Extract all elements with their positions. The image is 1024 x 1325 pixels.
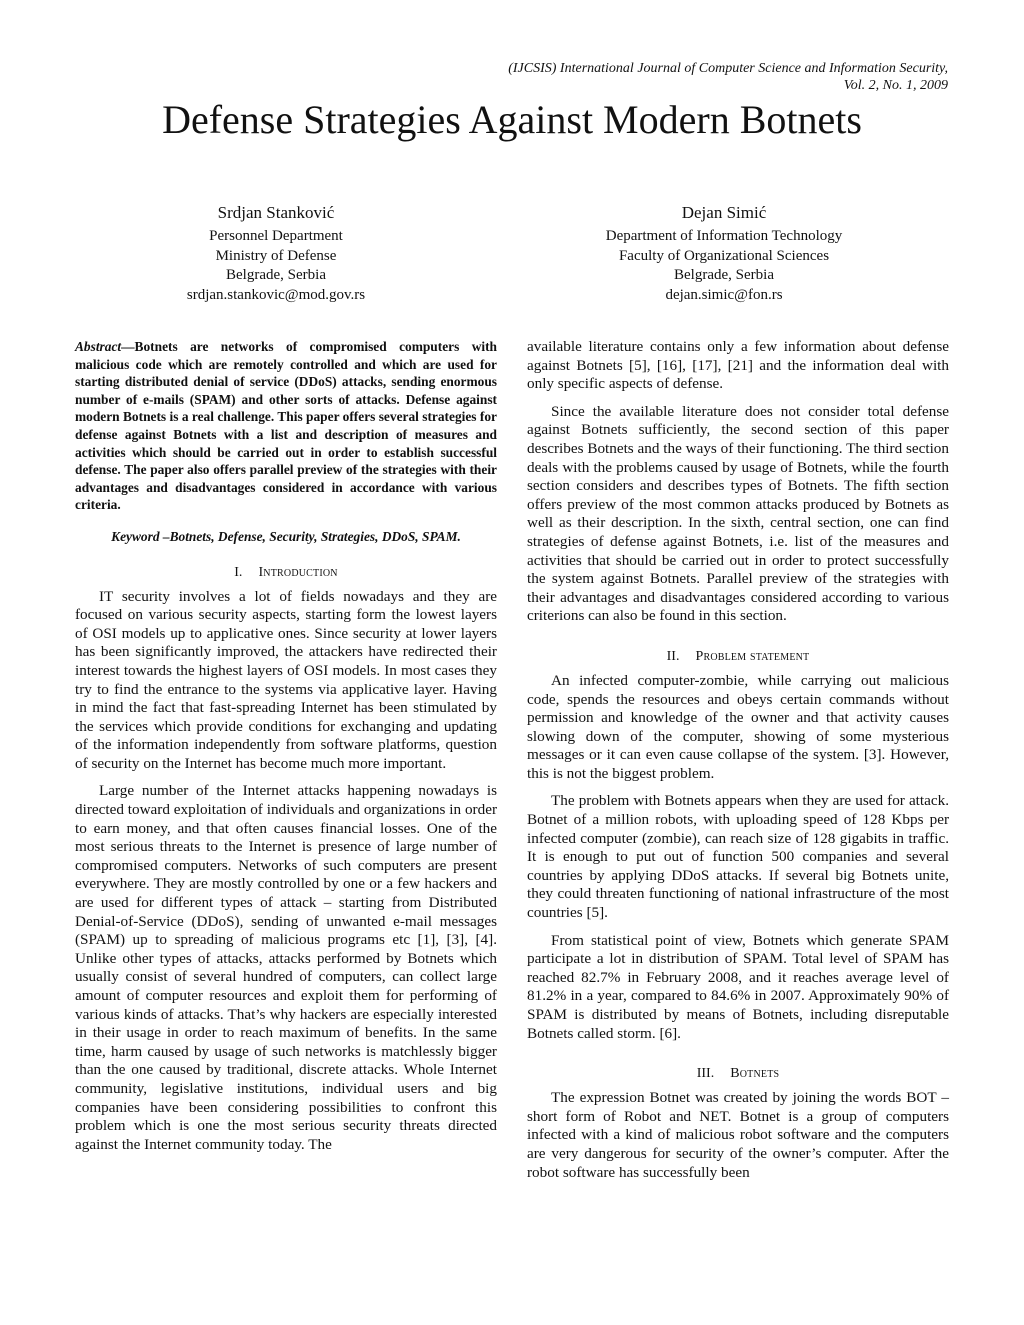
section-heading-botnets (527, 1065, 949, 1083)
keywords: Keyword –Botnets, Defense, Security, Strategies, DDoS, SPAM. (111, 528, 461, 544)
author-name: Srdjan Stanković (217, 203, 335, 222)
abstract (75, 338, 497, 514)
author-location: Belgrade, Serbia (674, 267, 774, 283)
abstract-text: Botnets are networks of compromised computers with malicious code which are remotely controlled and which are used for starting distributed denial of service (DDoS) attacks, sending enormous number of e-mails (SPAM) and other sorts of attacks. Defense against modern Botnets is a real challenge. This paper offers several strategies for defense against Botnets with a list and description of measures and activities which should be carried out in order to establish successful defense. The paper also offers parallel preview of the strategies with their advantages and disadvantages considered in accordance with various criteria. (75, 339, 497, 513)
paragraph: Since the available literature does not consider total defense against Botnets sufficiently, the second section of this paper describes Botnets and the ways of their functioning. The third section deals with the problems caused by usage of Botnets, while the fourth section considers and describes types of Botnets. The fifth section offers preview of the most common attacks produced by Botnets as well as their description. In the sixth, central section, one can find strategies of defense against Botnets, i.e. list of the measures and activities that should be carried out in order to protect successfully the system against Botnets. Parallel preview of the strategies with their advantages and disadvantages considered according to various criterions can also be found in this section. (527, 402, 949, 625)
author-block-1 (96, 202, 456, 305)
left-column (75, 338, 497, 1163)
abstract-label: Abstract (75, 339, 122, 354)
paragraph: The problem with Botnets appears when they are used for attack. Botnet of a million robots, with uploading speed of 128 Kbps per infected computer (zombie), can reach size of 128 gigabits in traffic. It is enough to put out of function 500 companies and several countries by applying DDoS attacks. If several big Botnets unite, they could threaten functioning of national infrastructure of the most countries [5]. (527, 792, 949, 922)
paragraph: An infected computer-zombie, while carrying out malicious code, spends the resources and obeys certain commands without permission and knowledge of the owner and that activity causes slowing down of the computer, showing of some mysterious messages or it can even cause collapse of the system. [3]. However, this is not the biggest problem. (527, 671, 949, 782)
author-email: dejan.simic@fon.rs (665, 286, 783, 303)
right-column (527, 338, 949, 1191)
paragraph: From statistical point of view, Botnets which generate SPAM participate a lot in distribution of SPAM. Total level of SPAM has reached 82.7% in February 2008, and it reaches average level of 81.2% in a year, compared to 84.6% in 2007. Approximately 90% of SPAM is distributed by means of Botnets, including disreputable Botnets called storm. [6]. (527, 931, 949, 1042)
paragraph: Large number of the Internet attacks happening nowadays is directed toward exploitation of individuals and organizations in order to earn money, and that often causes financial losses. One of the most serious threats to the Internet is presence of large number of compromised computers. Networks of such computers are present everywhere. They are mostly controlled by one or a few hackers and are used for different types of attack – starting from Distributed Denial-of-Service (DDoS), sending of unwanted e-mail messages (SPAM) up to spreading of malicious programs etc [1], [3], [4]. Unlike other types of attacks, attacks performed by Botnets which usually consist of several hundred of computers, can collect large amount of computer resources and exploit them for performing of various kinds of attacks. That’s why hackers are especially interested in their usage in order to reach maximum of benefits. In the same time, harm caused by usage of such networks is matchlessly bigger than the one caused by traditional, discrete attacks. Whole Internet community, legislative institutions, individual users and big companies have been considering possibilities to confront this problem which is one the most serious security threats directed against the Internet community today. The (75, 782, 497, 1153)
paragraph: available literature contains only a few information about defense against Botnets [5], [16], [17], [21] and the information deal with only specific aspects of defense. (527, 338, 949, 393)
author-name: Dejan Simić (681, 203, 767, 222)
author-organization: Faculty of Organizational Sciences (618, 247, 830, 264)
author-department: Department of Information Technology (605, 228, 843, 244)
author-block-2 (544, 202, 904, 305)
section-title: Botnets (730, 1066, 780, 1082)
journal-name: (IJCSIS) International Journal of Computer Science and Information Security, (508, 61, 948, 76)
author-organization: Ministry of Defense (215, 247, 337, 264)
journal-header (508, 60, 948, 94)
abstract-dash: — (121, 339, 135, 354)
section-heading-introduction (75, 564, 497, 582)
paper-title: Defense Strategies Against Modern Botnets (162, 97, 862, 142)
section-heading-problem-statement (527, 648, 949, 666)
section-title: Introduction (258, 564, 338, 580)
author-email: srdjan.stankovic@mod.gov.rs (186, 286, 366, 303)
section-number: III. (696, 1066, 715, 1082)
paragraph: IT security involves a lot of fields nowadays and they are focused on various security aspects, starting form the lowest layers of OSI models up to applicative ones. Since security at lower layers has been significantly improved, the attackers have redirected their interest towards the highest layers of OSI models. In most cases they try to find the entrance to the systems via applicative layer. Having in mind the fact that fast-spreading Internet has been stimulated by the services which provide conditions for exchanging and updating of the information independently from software platforms, question of security on the Internet has become much more important. (75, 587, 497, 772)
author-department: Personnel Department (209, 228, 343, 244)
section-title: Problem statement (695, 648, 810, 664)
journal-volume: Vol. 2, No. 1, 2009 (843, 78, 948, 93)
paragraph: The expression Botnet was created by joining the words BOT –short form of Robot and NET. Botnet is a group of computers infected with a kind of malicious robot software and the computers are very dangerous for security of the owner’s computer. After the robot software has successfully been (527, 1089, 949, 1181)
section-number: I. (234, 564, 243, 580)
author-location: Belgrade, Serbia (226, 267, 326, 283)
section-number: II. (666, 648, 680, 664)
